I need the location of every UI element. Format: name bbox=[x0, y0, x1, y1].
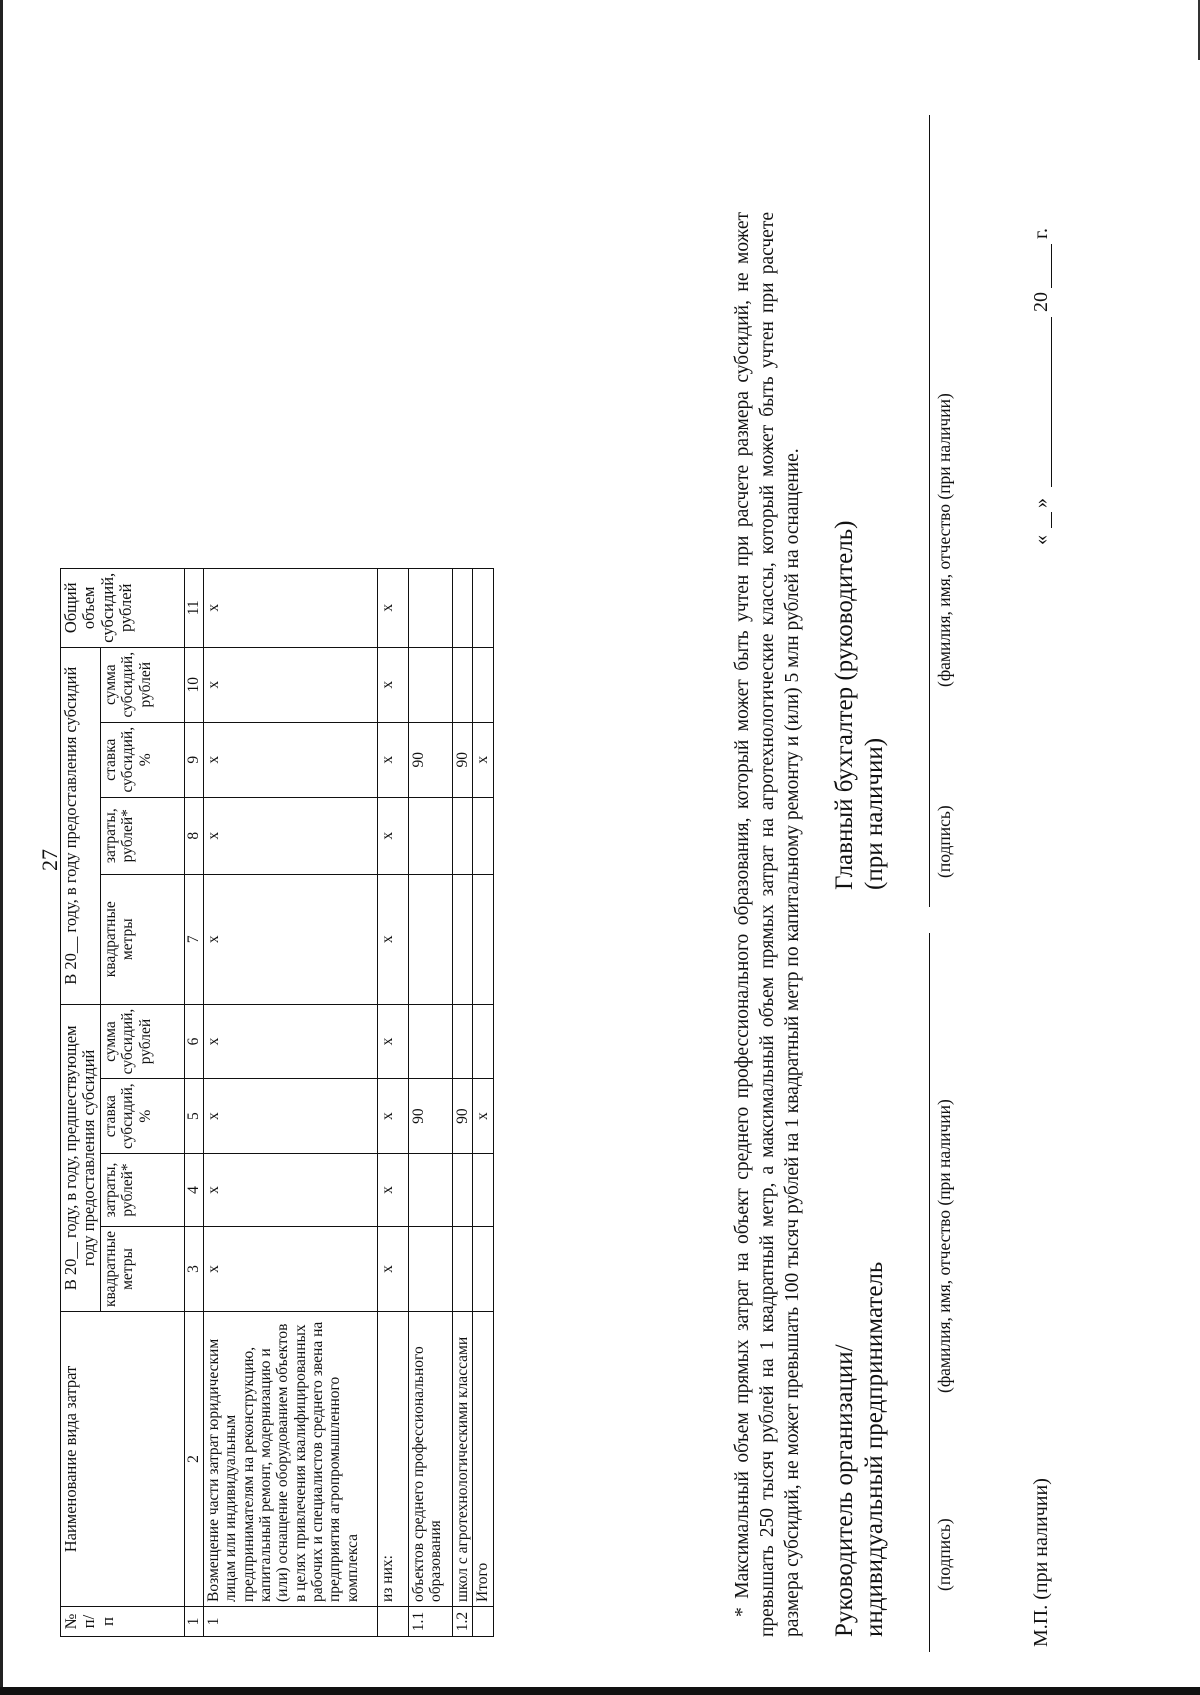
column-number: 1 bbox=[184, 1607, 203, 1637]
row-name: школ с агротехнологическими классами bbox=[452, 1312, 472, 1607]
cell-total bbox=[452, 568, 472, 647]
cell-costs-prev: х bbox=[203, 1153, 377, 1226]
cell-rate-curr: 90 bbox=[408, 722, 452, 797]
page-number: 27 bbox=[37, 849, 62, 871]
column-number: 4 bbox=[184, 1153, 203, 1226]
cell-sum-curr bbox=[452, 647, 472, 722]
date-year-line bbox=[1051, 244, 1052, 288]
date-close-quote: » bbox=[1030, 498, 1052, 508]
date-year-suffix: г. bbox=[1030, 228, 1052, 239]
column-number: 6 bbox=[184, 1004, 203, 1079]
scan-edge-left bbox=[0, 0, 3, 1695]
cell-total bbox=[408, 568, 452, 647]
cell-total: х bbox=[203, 568, 377, 647]
cell-sum-curr: х bbox=[377, 647, 408, 722]
cell-rate-curr: х bbox=[377, 722, 408, 797]
cell-rate-prev: 90 bbox=[408, 1079, 452, 1154]
row-name: объектов среднего профессионального образования bbox=[408, 1312, 452, 1607]
cell-sq-m-curr bbox=[452, 874, 472, 1004]
cell-costs-curr: х bbox=[203, 797, 377, 874]
header-sq-m: квадратные метры bbox=[100, 874, 184, 1004]
head-title-line-1: Руководитель организации/ bbox=[831, 1344, 858, 1637]
table-row bbox=[377, 568, 408, 1636]
cell-sum-prev bbox=[473, 1004, 493, 1079]
row-num: 1.2 bbox=[452, 1607, 472, 1637]
head-title-line-2: индивидуальный предприниматель bbox=[861, 1261, 888, 1637]
cell-rate-curr: х bbox=[203, 722, 377, 797]
cell-sum-prev bbox=[452, 1004, 472, 1079]
cell-sq-m-curr: х bbox=[203, 874, 377, 1004]
cell-costs-curr: х bbox=[377, 797, 408, 874]
cell-sq-m-prev bbox=[408, 1226, 452, 1311]
cell-rate-curr: 90 bbox=[452, 722, 472, 797]
row-name: из них: bbox=[377, 1312, 408, 1607]
cell-costs-prev bbox=[473, 1153, 493, 1226]
accountant-title bbox=[830, 521, 890, 890]
cell-sq-m-curr bbox=[473, 874, 493, 1004]
column-number: 3 bbox=[184, 1226, 203, 1311]
column-number: 10 bbox=[184, 647, 203, 722]
footnote bbox=[731, 212, 805, 1637]
row-num bbox=[473, 1607, 493, 1637]
cell-costs-curr bbox=[473, 797, 493, 874]
scan-edge-bottom bbox=[0, 1687, 1200, 1695]
footnote-text: * Максимальный объем прямых затрат на объект среднего профессионального образования, который может быть учтен при расчете размера субсидий, не может превышать 250 тысяч рублей на 1 квадратный метр, а максимальный объем прямых затрат на агротехнологические классы, который может быть учтен при расчете размера субсидий, не может превышать 100 тысяч рублей на 1 квадратный метр по капитальному ремонту и (или) 5 млн рублей на оснащение. bbox=[732, 212, 803, 1637]
cell-costs-curr bbox=[452, 797, 472, 874]
accountant-title-line-2: (при наличии) bbox=[861, 737, 888, 890]
accountant-title-line-1: Главный бухгалтер (руководитель) bbox=[831, 520, 858, 890]
header-sq-m: квадратные метры bbox=[100, 1226, 184, 1311]
cell-sq-m-prev bbox=[473, 1226, 493, 1311]
head-title bbox=[830, 1262, 890, 1637]
signature-caption-accountant: (подпись) bbox=[934, 805, 954, 878]
header-sum: сумма субсидий, рублей bbox=[100, 647, 184, 722]
cell-rate-prev: х bbox=[377, 1079, 408, 1154]
table-row bbox=[408, 568, 452, 1636]
cell-sum-prev bbox=[408, 1004, 452, 1079]
signature-line-accountant bbox=[929, 115, 930, 907]
date-day-line bbox=[1051, 512, 1052, 528]
cell-sum-curr bbox=[473, 647, 493, 722]
date-month-line bbox=[1051, 317, 1052, 487]
column-number: 7 bbox=[184, 874, 203, 1004]
cell-sum-curr: х bbox=[203, 647, 377, 722]
signature-caption-head: (подпись) bbox=[934, 1518, 954, 1591]
header-current-year: В 20__ году, в году предоставления субсидий bbox=[61, 647, 101, 1004]
column-number: 5 bbox=[184, 1079, 203, 1154]
stamp-place: М.П. (при наличии) bbox=[1030, 1478, 1052, 1647]
cell-sq-m-prev: х bbox=[377, 1226, 408, 1311]
column-number: 9 bbox=[184, 722, 203, 797]
column-number: 2 bbox=[184, 1312, 203, 1607]
column-numbers-row bbox=[184, 568, 203, 1636]
table-row bbox=[473, 568, 493, 1636]
header-prev-year: В 20__ году, в году, предшествующем году предоставления субсидий bbox=[61, 1004, 101, 1311]
header-name: Наименование вида затрат bbox=[61, 1312, 185, 1607]
header-sum: сумма субсидий, рублей bbox=[100, 1004, 184, 1079]
cell-costs-prev bbox=[452, 1153, 472, 1226]
cell-sq-m-prev: х bbox=[203, 1226, 377, 1311]
header-rate: ставка субсидий, % bbox=[100, 722, 184, 797]
cell-sq-m-prev bbox=[452, 1226, 472, 1311]
header-total: Общий объем субсидий, рублей bbox=[61, 568, 185, 647]
header-costs: затраты, рублей* bbox=[100, 797, 184, 874]
header-costs: затраты, рублей* bbox=[100, 1153, 184, 1226]
column-number: 8 bbox=[184, 797, 203, 874]
cell-costs-curr bbox=[408, 797, 452, 874]
cell-rate-prev: 90 bbox=[452, 1079, 472, 1154]
name-caption-head: (фамилия, имя, отчество (при наличии) bbox=[934, 1099, 954, 1393]
date-open-quote: « bbox=[1030, 535, 1052, 545]
cell-rate-prev: х bbox=[203, 1079, 377, 1154]
table-row bbox=[452, 568, 472, 1636]
cell-costs-prev: х bbox=[377, 1153, 408, 1226]
table-row bbox=[203, 568, 377, 1636]
cell-sum-prev: х bbox=[203, 1004, 377, 1079]
row-num: 1.1 bbox=[408, 1607, 452, 1637]
row-name: Возмещение части затрат юридическим лицам или индивидуальным предпринимателям на реконструкцию, капитальный ремонт, модернизацию и (или) оснащение оборудованием объектов в целях привлечения квалифицированных рабочих и специалистов среднего звена на предприятия агропромышленного комплекса bbox=[203, 1312, 377, 1607]
header-rate: ставка субсидий, % bbox=[100, 1079, 184, 1154]
cell-rate-prev: х bbox=[473, 1079, 493, 1154]
cell-costs-prev bbox=[408, 1153, 452, 1226]
name-caption-accountant: (фамилия, имя, отчество (при наличии) bbox=[934, 393, 954, 687]
row-name: Итого bbox=[473, 1312, 493, 1607]
header-num: № п/п bbox=[61, 1607, 185, 1637]
row-num: 1 bbox=[203, 1607, 377, 1637]
cell-sum-prev: х bbox=[377, 1004, 408, 1079]
cell-total bbox=[473, 568, 493, 647]
subsidy-table bbox=[60, 568, 494, 1637]
date-year: 20 bbox=[1030, 292, 1052, 312]
row-num bbox=[377, 1607, 408, 1637]
cell-total: х bbox=[377, 568, 408, 647]
cell-sq-m-curr: х bbox=[377, 874, 408, 1004]
cell-rate-curr: х bbox=[473, 722, 493, 797]
column-number: 11 bbox=[184, 568, 203, 647]
cell-sum-curr bbox=[408, 647, 452, 722]
signature-line-head bbox=[929, 933, 930, 1652]
cell-sq-m-curr bbox=[408, 874, 452, 1004]
rotated-page bbox=[25, 52, 1125, 1652]
